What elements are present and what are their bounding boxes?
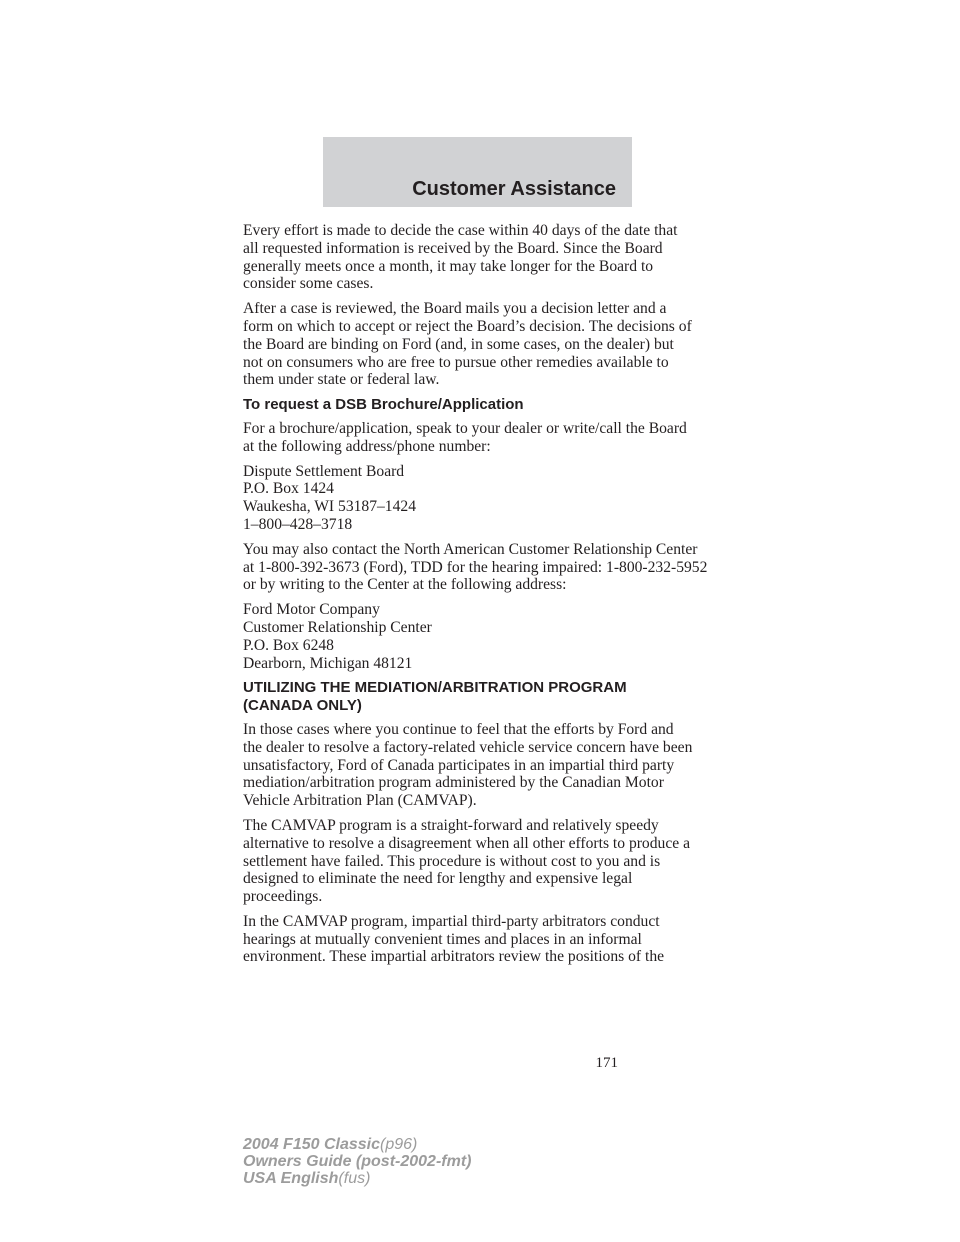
- paragraph-brochure-request: [243, 419, 687, 456]
- address-line: Waukesha, WI 53187–1424: [243, 498, 416, 516]
- text-line: them under state or federal law.: [243, 371, 440, 389]
- address-line: 1–800–428–3718: [243, 515, 353, 533]
- address-dispute-board: [243, 463, 638, 534]
- text-line: at the following address/phone number:: [243, 437, 491, 455]
- text-line: designed to eliminate the need for lengthy and expensive legal: [243, 870, 633, 888]
- heading-mediation-program: [243, 679, 638, 715]
- paragraph-relationship-center: [243, 540, 708, 594]
- footer-line: [243, 1170, 471, 1187]
- text-line: After a case is reviewed, the Board mails you a decision letter and a: [243, 300, 667, 318]
- text-line: For a brochure/application, speak to your dealer or write/call the Board: [243, 419, 687, 437]
- address-line: Customer Relationship Center: [243, 618, 432, 636]
- address-line: P.O. Box 1424: [243, 480, 334, 498]
- text-line: You may also contact the North American Customer Relationship Center: [243, 540, 698, 558]
- text-line: proceedings.: [243, 888, 323, 906]
- text-line: all requested information is received by the Board. Since the Board: [243, 239, 663, 257]
- heading-line: UTILIZING THE MEDIATION/ARBITRATION PROGRAM: [243, 679, 627, 697]
- page-body: [243, 222, 708, 973]
- text-line: form on which to accept or reject the Board’s decision. The decisions of: [243, 317, 692, 335]
- section-header-band: [323, 137, 632, 207]
- paragraph-camvap-intro: [243, 720, 693, 810]
- section-title: Customer Assistance: [412, 178, 616, 200]
- page-number: 171: [595, 1055, 618, 1071]
- footer-guide: Owners Guide (post-2002-fmt): [243, 1153, 472, 1170]
- text-line: generally meets once a month, it may take longer for the Board to: [243, 257, 654, 275]
- text-line: unsatisfactory, Ford of Canada participates in an impartial third party: [243, 756, 675, 774]
- paragraph-decision-timing: [243, 222, 678, 293]
- paragraph-camvap-alternative: [243, 816, 690, 906]
- text-line: the dealer to resolve a factory-related vehicle service concern have been: [243, 738, 693, 756]
- address-line: P.O. Box 6248: [243, 636, 334, 654]
- text-line: settlement have failed. This procedure is without cost to you and is: [243, 852, 661, 870]
- footer-language: USA English: [243, 1170, 339, 1187]
- text-line: Vehicle Arbitration Plan (CAMVAP).: [243, 792, 477, 810]
- footer-line: [243, 1136, 471, 1153]
- text-line: In the CAMVAP program, impartial third-party arbitrators conduct: [243, 912, 660, 930]
- address-line: Dearborn, Michigan 48121: [243, 654, 413, 672]
- document-footer: [243, 1136, 471, 1187]
- footer-model: 2004 F150 Classic: [243, 1136, 380, 1153]
- text-line: environment. These impartial arbitrators review the positions of the: [243, 948, 665, 966]
- text-line: the Board are binding on Ford (and, in some cases, on the dealer) but: [243, 335, 674, 353]
- text-line: Every effort is made to decide the case within 40 days of the date that: [243, 222, 678, 239]
- text-line: or by writing to the Center at the following address:: [243, 576, 567, 594]
- text-line: In those cases where you continue to feel that the efforts by Ford and: [243, 720, 674, 738]
- text-line: The CAMVAP program is a straight-forward and relatively speedy: [243, 816, 659, 834]
- heading-line: (CANADA ONLY): [243, 697, 362, 715]
- footer-language-code: (fus): [338, 1170, 371, 1187]
- address-line: Dispute Settlement Board: [243, 462, 405, 480]
- text-line: mediation/arbitration program administered by the Canadian Motor: [243, 774, 664, 792]
- text-line: alternative to resolve a disagreement when all other efforts to produce a: [243, 834, 690, 852]
- heading-dsb-brochure: To request a DSB Brochure/Application: [243, 396, 524, 414]
- text-line: not on consumers who are free to pursue other remedies available to: [243, 353, 669, 371]
- paragraph-decision-letter: [243, 300, 692, 389]
- address-ford-motor: [243, 601, 638, 672]
- text-line: at 1-800-392-3673 (Ford), TDD for the hearing impaired: 1-800-232-5952: [243, 558, 708, 576]
- footer-model-code: (p96): [380, 1136, 418, 1153]
- address-line: Ford Motor Company: [243, 601, 380, 619]
- paragraph-camvap-hearings: [243, 912, 665, 966]
- text-line: hearings at mutually convenient times and places in an informal: [243, 930, 642, 948]
- text-line: consider some cases.: [243, 275, 374, 293]
